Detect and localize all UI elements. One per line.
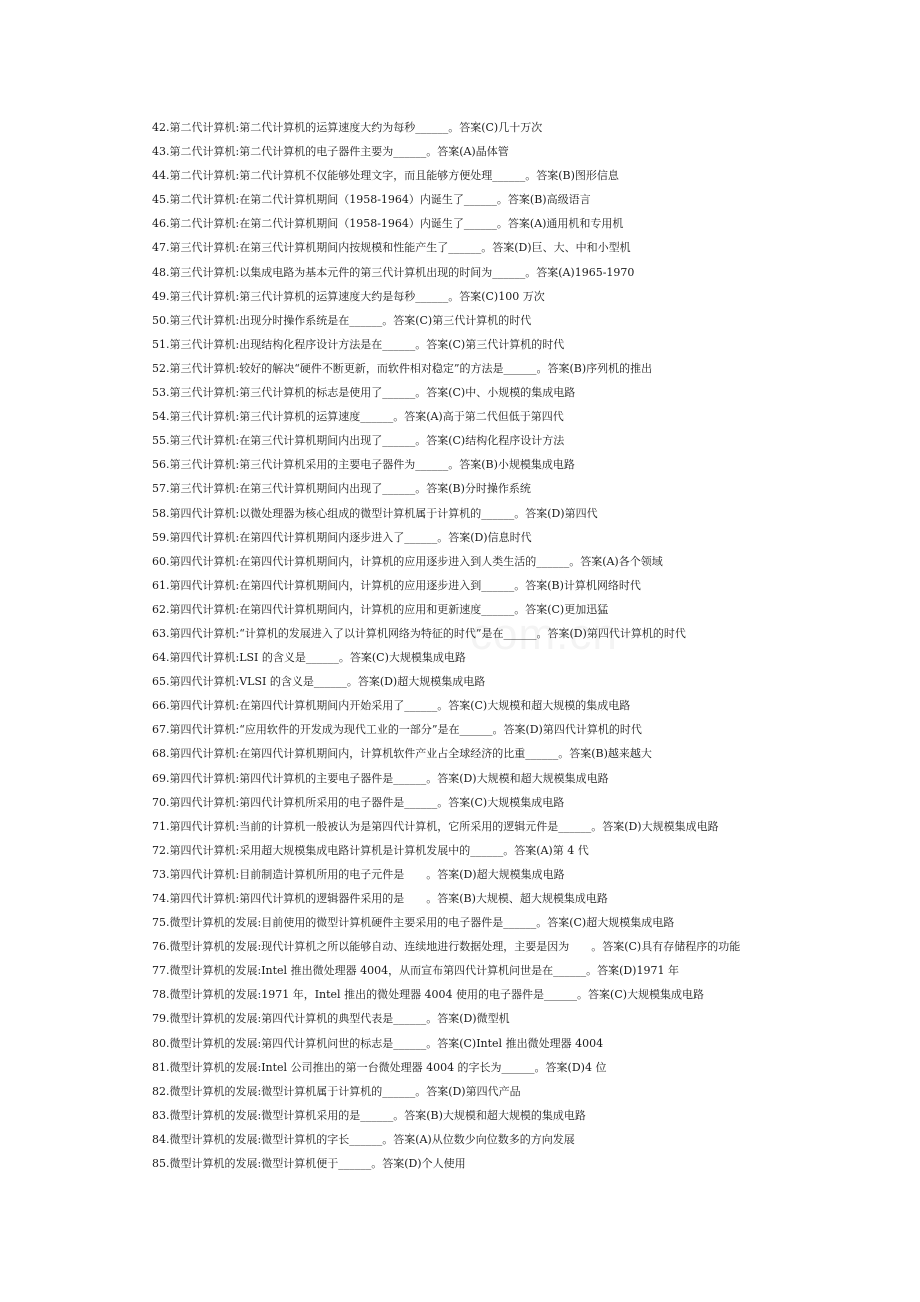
question-line: 56.第三代计算机:第三代计算机采用的主要电子器件为______。答案(B)小规模集成电路 (152, 458, 575, 472)
question-line: 67.第四代计算机:“应用软件的开发成为现代工业的一部分”是在______。答案(D)第四代计算机的时代 (152, 723, 642, 737)
question-line: 48.第三代计算机:以集成电路为基本元件的第三代计算机出现的时间为______。答案(A)1965-1970 (152, 265, 635, 279)
question-list (152, 116, 912, 1176)
question-line: 51.第三代计算机:出现结构化程序设计方法是在______。答案(C)第三代计算机的时代 (152, 337, 565, 351)
question-line: 65.第四代计算机:VLSI 的含义是______。答案(D)超大规模集成电路 (152, 675, 486, 689)
question-line: 62.第四代计算机:在第四代计算机期间内，计算机的应用和更新速度______。答案(C)更加迅猛 (152, 602, 609, 616)
question-line: 73.第四代计算机:目前制造计算机所用的电子元件是 。答案(D)超大规模集成电路 (152, 867, 565, 881)
question-line: 53.第三代计算机:第三代计算机的标志是使用了______。答案(C)中、小规模的集成电路 (152, 386, 576, 400)
question-line: 57.第三代计算机:在第三代计算机期间内出现了______。答案(B)分时操作系统 (152, 482, 531, 496)
question-line: 79.微型计算机的发展:第四代计算机的典型代表是______。答案(D)微型机 (152, 1012, 510, 1026)
question-line: 72.第四代计算机:采用超大规模集成电路计算机是计算机发展中的______。答案(A)第 4 代 (152, 843, 589, 857)
question-line: 77.微型计算机的发展:Intel 推出微处理器 4004，从而宣布第四代计算机问世是在______。答案(D)1971 年 (152, 964, 679, 978)
question-line: 80.微型计算机的发展:第四代计算机问世的标志是______。答案(C)Intel 推出微处理器 4004 (152, 1036, 604, 1050)
question-line: 74.第四代计算机:第四代计算机的逻辑器件采用的是 。答案(B)大规模、超大规模集成电路 (152, 892, 608, 905)
question-line: 82.微型计算机的发展:微型计算机属于计算机的______。答案(D)第四代产品 (152, 1084, 521, 1098)
question-line: 43.第二代计算机:第二代计算机的电子器件主要为______。答案(A)晶体管 (152, 145, 509, 159)
question-line: 54.第三代计算机:第三代计算机的运算速度______。答案(A)高于第二代但低于第四代 (152, 410, 564, 424)
question-line: 75.微型计算机的发展:目前使用的微型计算机硬件主要采用的电子器件是______。答案(C)超大规模集成电路 (152, 916, 675, 930)
question-line: 83.微型计算机的发展:微型计算机采用的是______。答案(B)大规模和超大规模的集成电路 (152, 1108, 586, 1122)
question-line: 63.第四代计算机:“计算机的发展进入了以计算机网络为特征的时代”是在______。答案(D)第四代计算机的时代 (152, 626, 686, 640)
question-line: 84.微型计算机的发展:微型计算机的字长______。答案(A)从位数少向位数多的方向发展 (152, 1132, 575, 1146)
question-line: 49.第三代计算机:第三代计算机的运算速度大约是每秒______。答案(C)100 万次 (152, 289, 545, 303)
question-line: 70.第四代计算机:第四代计算机所采用的电子器件是______。答案(C)大规模集成电路 (152, 795, 565, 809)
question-line: 66.第四代计算机:在第四代计算机期间内开始采用了______。答案(C)大规模和超大规模的集成电路 (152, 699, 631, 713)
question-line: 45.第二代计算机:在第二代计算机期间（1958-1964）内诞生了______。答案(B)高级语言 (152, 193, 591, 207)
question-line: 68.第四代计算机:在第四代计算机期间内，计算机软件产业占全球经济的比重______。答案(B)越来越大 (152, 747, 652, 761)
question-line: 50.第三代计算机:出现分时操作系统是在______。答案(C)第三代计算机的时代 (152, 313, 532, 327)
question-line: 71.第四代计算机:当前的计算机一般被认为是第四代计算机，它所采用的逻辑元件是______。答案(D)大规模集成电路 (152, 819, 719, 833)
question-line: 46.第二代计算机:在第二代计算机期间（1958-1964）内诞生了______。答案(A)通用机和专用机 (152, 217, 624, 231)
question-line: 52.第三代计算机:较好的解决“硬件不断更新，而软件相对稳定”的方法是______。答案(B)序列机的推出 (152, 361, 653, 375)
question-line: 60.第四代计算机:在第四代计算机期间内，计算机的应用逐步进入到人类生活的______。答案(A)各个领域 (152, 554, 663, 568)
question-line: 64.第四代计算机:LSI 的含义是______。答案(C)大规模集成电路 (152, 651, 466, 665)
question-line: 58.第四代计算机:以微处理器为核心组成的微型计算机属于计算机的______。答案(D)第四代 (152, 506, 598, 520)
question-line: 69.第四代计算机:第四代计算机的主要电子器件是______。答案(D)大规模和超大规模集成电路 (152, 771, 609, 785)
question-line: 61.第四代计算机:在第四代计算机期间内，计算机的应用逐步进入到______。答案(B)计算机网络时代 (152, 578, 641, 592)
question-line: 47.第三代计算机:在第三代计算机期间内按规模和性能产生了______。答案(D)巨、大、中和小型机 (152, 241, 631, 255)
question-line: 76.微型计算机的发展:现代计算机之所以能够自动、连续地进行数据处理，主要是因为 。答案(C)具有存储程序的功能 (152, 940, 741, 954)
question-line: 81.微型计算机的发展:Intel 公司推出的第一台微处理器 4004 的字长为______。答案(D)4 位 (152, 1060, 607, 1074)
question-line: 44.第二代计算机:第二代计算机不仅能够处理文字，而且能够方便处理______。答案(B)图形信息 (152, 169, 619, 183)
question-line: 55.第三代计算机:在第三代计算机期间内出现了______。答案(C)结构化程序设计方法 (152, 434, 565, 448)
question-line: 42.第二代计算机:第二代计算机的运算速度大约为每秒______。答案(C)几十万次 (152, 121, 543, 134)
question-line: 59.第四代计算机:在第四代计算机期间内逐步进入了______。答案(D)信息时代 (152, 530, 532, 544)
question-line: 85.微型计算机的发展:微型计算机便于______。答案(D)个人使用 (152, 1157, 466, 1171)
question-line: 78.微型计算机的发展:1971 年，Intel 推出的微处理器 4004 使用的电子器件是______。答案(C)大规模集成电路 (152, 988, 705, 1002)
